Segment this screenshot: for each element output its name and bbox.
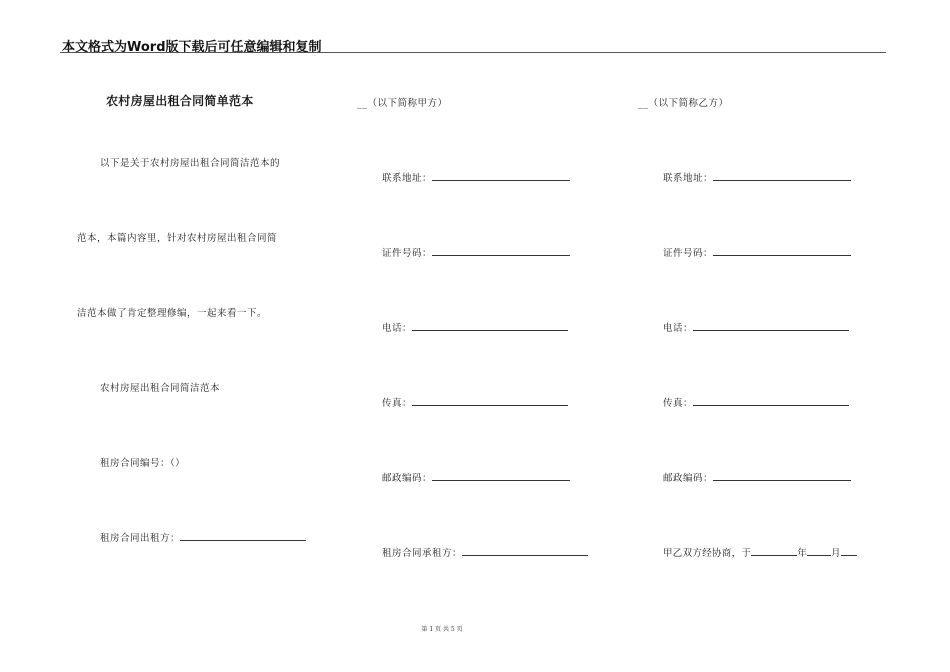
party-b-fax-blank <box>693 395 849 406</box>
party-b-id-line <box>663 245 851 259</box>
party-a-id-blank <box>432 245 570 256</box>
party-a-postcode-blank <box>432 470 570 481</box>
document-title: 农村房屋出租合同简单范本 <box>106 94 254 108</box>
party-a-address-blank <box>432 170 570 181</box>
party-b-phone-label: 电话： <box>663 323 694 334</box>
party-b-postcode-label: 邮政编码： <box>663 473 714 484</box>
party-b-fax-line <box>663 395 849 409</box>
lessor-blank <box>180 530 306 541</box>
header-rule <box>60 52 886 53</box>
party-a-fax-label: 传真： <box>382 398 413 409</box>
party-b-phone-line <box>663 320 849 334</box>
party-a-fax-blank <box>412 395 568 406</box>
intro-line-1: 以下是关于农村房屋出租合同简洁范本的 <box>100 158 281 169</box>
lessee-line <box>382 545 588 559</box>
page-number: 第 1 页 共 5 页 <box>421 626 463 633</box>
contract-number-line: 租房合同编号：（） <box>100 458 186 469</box>
intro-line-2: 范本，本篇内容里，针对农村房屋出租合同简 <box>77 233 278 244</box>
agreement-blank-1 <box>751 545 797 556</box>
party-a-fax-line <box>382 395 568 409</box>
lessee-blank <box>462 545 588 556</box>
party-b-fax-label: 传真： <box>663 398 694 409</box>
party-a-phone-line <box>382 320 568 334</box>
party-a-phone-label: 电话： <box>382 323 413 334</box>
party-a-phone-blank <box>412 320 568 331</box>
party-b-id-label: 证件号码： <box>663 248 714 259</box>
party-a-postcode-label: 邮政编码： <box>382 473 433 484</box>
section-subtitle: 农村房屋出租合同简洁范本 <box>100 383 221 394</box>
lessee-label: 租房合同承租方： <box>382 548 463 559</box>
agreement-prefix: 甲乙双方经协商，于 <box>663 548 752 559</box>
party-b-postcode-line <box>663 470 851 484</box>
party-a-id-label: 证件号码： <box>382 248 433 259</box>
party-a-address-line <box>382 170 570 184</box>
party-b-postcode-blank <box>713 470 851 481</box>
lessor-line <box>100 530 306 544</box>
lessor-label: 租房合同出租方： <box>100 533 181 544</box>
intro-line-3: 洁范本做了肯定整理修编，一起来看一下。 <box>77 308 268 319</box>
party-b-address-line <box>663 170 851 184</box>
party-a-address-label: 联系地址： <box>382 173 433 184</box>
party-b-phone-blank <box>693 320 849 331</box>
party-a-id-line <box>382 245 570 259</box>
party-b-id-blank <box>713 245 851 256</box>
agreement-blank-3 <box>841 545 857 556</box>
agreement-year: 年 <box>797 548 808 559</box>
agreement-blank-2 <box>807 545 831 556</box>
party-b-address-blank <box>713 170 851 181</box>
document-header: 本文格式为Word版下载后可任意编辑和复制 <box>62 40 322 55</box>
party-b-line: __（以下简称乙方） <box>638 98 729 109</box>
party-b-address-label: 联系地址： <box>663 173 714 184</box>
party-a-postcode-line <box>382 470 570 484</box>
party-a-line: __（以下简称甲方） <box>357 98 448 109</box>
agreement-line <box>663 545 857 559</box>
agreement-month: 月 <box>831 548 841 559</box>
